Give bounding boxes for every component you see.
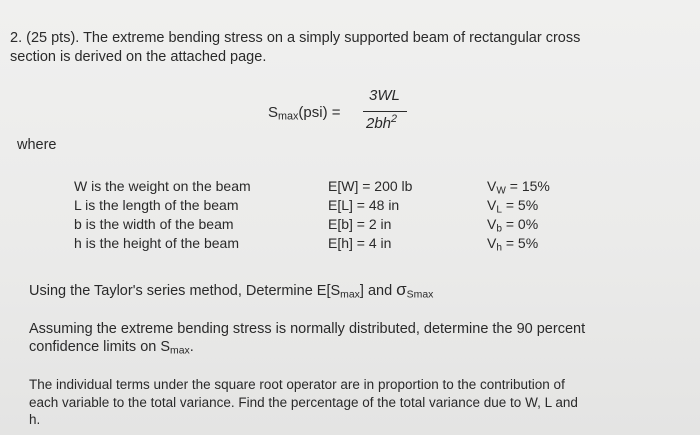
expected-b: E[b] = 2 in: [328, 216, 392, 232]
question-confidence-line-2: confidence limits on $S_{max}$.: [29, 339, 194, 357]
expected-values: [328, 177, 412, 253]
problem-line-2: section is derived on the attached page.: [10, 49, 267, 65]
fraction-bar: [363, 111, 407, 112]
definition-w: W is the weight on the beam: [74, 178, 251, 194]
question-variance-line-3: h.: [29, 412, 41, 427]
definition-b: b is the width of the beam: [74, 216, 234, 232]
variable-definitions: [74, 177, 251, 253]
definition-h: h is the height of the beam: [74, 235, 239, 251]
definition-l: L is the length of the beam: [74, 197, 239, 213]
expected-l: E[L] = 48 in: [328, 197, 400, 213]
problem-line-1: 2. (25 pts). The extreme bending stress on a simply supported beam of rectangular cross: [10, 30, 581, 46]
coefficients-of-variation: [487, 177, 550, 253]
question-taylor-series: Using the Taylor's series method, Determine $E[S_{max}]$ and $\sigma_{Smax}$: [29, 280, 434, 301]
where-label: where: [17, 137, 57, 153]
expected-h: E[h] = 4 in: [328, 235, 392, 251]
formula-denominator: $2bh^2$: [366, 113, 398, 132]
cov-h: $V_h = 5\%$: [487, 235, 539, 254]
question-variance-line-2: each variable to the total variance. Find the percentage of the total variance due to W, L and: [29, 395, 578, 410]
formula-numerator: 3WL: [369, 87, 400, 104]
cov-w: $V_W = 15\%$: [487, 178, 550, 197]
bending-stress-formula: [268, 87, 438, 137]
expected-w: E[W] = 200 lb: [328, 178, 413, 194]
cov-b: $V_b = 0\%$: [487, 216, 539, 235]
question-confidence-line-1: Assuming the extreme bending stress is normally distributed, determine the 90 percent: [29, 321, 586, 337]
cov-l: $V_L = 5\%$: [487, 197, 539, 216]
question-variance-line-1: The individual terms under the square root operator are in proportion to the contribution of: [29, 377, 565, 392]
formula-lhs: $S_{max}(psi)$ =: [268, 104, 341, 123]
